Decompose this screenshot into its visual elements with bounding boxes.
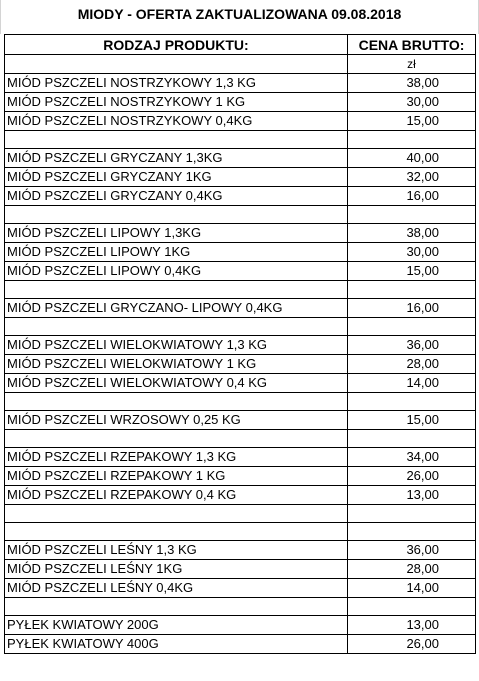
empty-row [5,598,476,616]
product-name-cell[interactable] [5,281,348,299]
product-row [5,243,476,262]
price-cell[interactable] [348,318,476,336]
price-cell[interactable]: 26,00 [348,635,476,654]
product-row [5,112,476,131]
empty-row [5,318,476,336]
price-cell[interactable]: 28,00 [348,355,476,374]
product-name-cell[interactable] [5,523,348,541]
price-cell[interactable] [348,131,476,149]
price-cell[interactable] [348,505,476,523]
product-row [5,486,476,505]
price-cell[interactable] [348,393,476,411]
price-cell[interactable] [348,281,476,299]
product-name-cell[interactable]: MIÓD PSZCZELI NOSTRZYKOWY 1 KG [5,93,348,112]
price-cell[interactable]: 14,00 [348,579,476,598]
price-cell[interactable] [348,598,476,616]
product-row [5,411,476,430]
product-name-cell[interactable]: MIÓD PSZCZELI LEŚNY 0,4KG [5,579,348,598]
price-table [4,34,476,654]
product-name-cell[interactable]: MIÓD PSZCZELI GRYCZANY 1,3KG [5,149,348,168]
product-name-cell[interactable]: MIÓD PSZCZELI RZEPAKOWY 1 KG [5,467,348,486]
price-cell[interactable]: 13,00 [348,486,476,505]
product-row [5,262,476,281]
product-name-cell[interactable]: PYŁEK KWIATOWY 400G [5,635,348,654]
product-row [5,448,476,467]
product-name-cell[interactable]: MIÓD PSZCZELI NOSTRZYKOWY 0,4KG [5,112,348,131]
price-header-cell[interactable]: CENA BRUTTO: [348,35,476,55]
product-name-cell[interactable]: MIÓD PSZCZELI RZEPAKOWY 1,3 KG [5,448,348,467]
product-name-cell[interactable] [5,393,348,411]
price-cell[interactable]: 26,00 [348,467,476,486]
price-cell[interactable] [348,206,476,224]
price-cell[interactable]: 14,00 [348,374,476,393]
price-cell[interactable]: 15,00 [348,411,476,430]
product-name-cell[interactable]: MIÓD PSZCZELI NOSTRZYKOWY 1,3 KG [5,74,348,93]
price-cell[interactable]: 15,00 [348,262,476,281]
empty-row [5,131,476,149]
product-row [5,224,476,243]
product-header-cell[interactable]: RODZAJ PRODUKTU: [5,35,348,55]
price-cell[interactable]: 15,00 [348,112,476,131]
product-name-cell[interactable]: MIÓD PSZCZELI LEŚNY 1KG [5,560,348,579]
empty-row [5,505,476,523]
price-cell[interactable]: 34,00 [348,448,476,467]
empty-row [5,430,476,448]
price-cell[interactable] [348,523,476,541]
price-cell[interactable]: 40,00 [348,149,476,168]
product-name-cell[interactable]: MIÓD PSZCZELI WIELOKWIATOWY 1,3 KG [5,336,348,355]
product-name-cell[interactable]: MIÓD PSZCZELI GRYCZANO- LIPOWY 0,4KG [5,299,348,318]
product-row [5,93,476,112]
product-name-cell[interactable]: MIÓD PSZCZELI GRYCZANY 0,4KG [5,187,348,206]
header-row [5,35,476,55]
price-cell[interactable]: 16,00 [348,187,476,206]
product-name-cell[interactable] [5,505,348,523]
empty-row [5,523,476,541]
product-row [5,74,476,93]
product-name-cell[interactable]: MIÓD PSZCZELI WRZOSOWY 0,25 KG [5,411,348,430]
product-row [5,168,476,187]
price-cell[interactable]: 13,00 [348,616,476,635]
product-name-cell[interactable]: MIÓD PSZCZELI WIELOKWIATOWY 0,4 KG [5,374,348,393]
price-cell[interactable]: 38,00 [348,74,476,93]
product-row [5,560,476,579]
product-name-cell[interactable] [5,430,348,448]
price-cell[interactable]: 30,00 [348,93,476,112]
product-name-cell[interactable]: MIÓD PSZCZELI WIELOKWIATOWY 1 KG [5,355,348,374]
product-row [5,467,476,486]
product-name-cell[interactable] [5,131,348,149]
unit-row-empty-cell[interactable] [5,55,348,74]
sheet-title[interactable]: MIODY - OFERTA ZAKTUALIZOWANA 09.08.2018 [0,0,479,28]
unit-row [5,55,476,74]
price-cell[interactable]: 32,00 [348,168,476,187]
product-row [5,355,476,374]
price-cell[interactable] [348,430,476,448]
price-table-body [5,35,476,654]
empty-row [5,281,476,299]
product-row [5,616,476,635]
product-name-cell[interactable]: PYŁEK KWIATOWY 200G [5,616,348,635]
product-name-cell[interactable]: MIÓD PSZCZELI LIPOWY 1KG [5,243,348,262]
price-cell[interactable]: 28,00 [348,560,476,579]
product-name-cell[interactable] [5,598,348,616]
price-cell[interactable]: 16,00 [348,299,476,318]
price-cell[interactable]: 30,00 [348,243,476,262]
product-name-cell[interactable]: MIÓD PSZCZELI RZEPAKOWY 0,4 KG [5,486,348,505]
empty-row [5,393,476,411]
product-row [5,374,476,393]
product-name-cell[interactable]: MIÓD PSZCZELI LEŚNY 1,3 KG [5,541,348,560]
currency-unit-cell[interactable]: zł [348,55,476,74]
product-row [5,187,476,206]
product-row [5,299,476,318]
product-row [5,541,476,560]
price-cell[interactable]: 36,00 [348,336,476,355]
price-cell[interactable]: 38,00 [348,224,476,243]
product-row [5,149,476,168]
product-name-cell[interactable]: MIÓD PSZCZELI LIPOWY 1,3KG [5,224,348,243]
product-name-cell[interactable] [5,206,348,224]
product-name-cell[interactable]: MIÓD PSZCZELI GRYCZANY 1KG [5,168,348,187]
product-row [5,336,476,355]
product-row [5,579,476,598]
price-cell[interactable]: 36,00 [348,541,476,560]
product-row [5,635,476,654]
empty-row [5,206,476,224]
product-name-cell[interactable] [5,318,348,336]
product-name-cell[interactable]: MIÓD PSZCZELI LIPOWY 0,4KG [5,262,348,281]
